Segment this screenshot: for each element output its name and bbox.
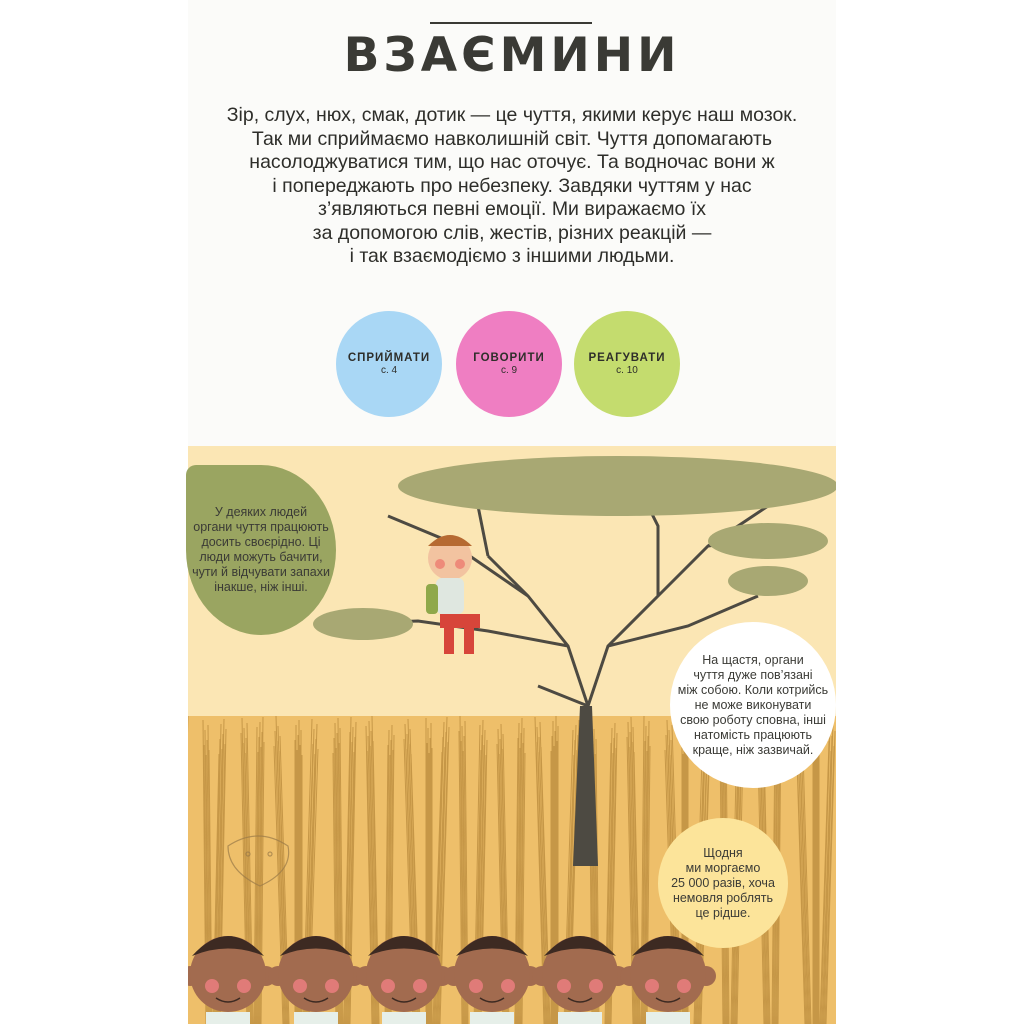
fact-line: чуття дуже пов’язані (693, 667, 813, 682)
fact-line: це рідше. (695, 905, 751, 920)
fact-text (192, 505, 330, 595)
fact-line: не може виконувати (694, 697, 812, 712)
fact-line: органи чуття працюють (193, 520, 329, 534)
nav-circle-speak[interactable] (456, 311, 562, 417)
fact-text (678, 653, 828, 758)
fact-bubble-blinking (658, 818, 788, 948)
fact-line: У деяких людей (214, 505, 308, 519)
intro-text (200, 104, 824, 269)
intro-line: і так взаємодіємо з іншими людьми. (349, 245, 675, 267)
fact-line: Щодня (703, 845, 743, 860)
fact-text (671, 846, 775, 921)
fact-line: краще, ніж зазвичай. (692, 742, 814, 757)
nav-label: СПРИЙМАТИ (347, 352, 431, 364)
nav-circle-perceive[interactable] (336, 311, 442, 417)
fact-line: На щастя, органи (702, 652, 804, 667)
nav-circle-react[interactable] (574, 311, 680, 417)
tree-canopy (708, 523, 828, 559)
fact-line: свою роботу сповна, інші (680, 712, 826, 727)
intro-line: з’являються певні емоції. Ми виражаємо їх (317, 198, 706, 220)
nav-page-ref: с. 9 (500, 365, 518, 376)
nav-label: РЕАГУВАТИ (588, 352, 666, 364)
title-rule (430, 22, 592, 24)
fact-bubble-senses-connected (670, 622, 836, 788)
nav-page-ref: с. 10 (616, 365, 638, 376)
fact-line: між собою. Коли котрийсь (677, 682, 829, 697)
tree-canopy (728, 566, 808, 596)
page-title: ВЗАЄМИНИ (343, 28, 681, 83)
intro-line: Так ми сприймаємо навколишній світ. Чуття допомагають (251, 127, 773, 150)
intro-line: насолоджуватися тим, що нас оточує. Та водночас вони ж (249, 151, 775, 173)
tree-canopy (398, 456, 836, 516)
tree-canopy (313, 608, 413, 640)
nav-page-ref: с. 4 (380, 365, 398, 376)
fact-line: ми моргаємо (685, 860, 761, 875)
fact-line: чути й відчувати запахи (192, 565, 330, 579)
nav-label: ГОВОРИТИ (473, 352, 545, 364)
fact-line: люди можуть бачити, (199, 550, 323, 564)
intro-line: за допомогою слів, жестів, різних реакцій — (312, 221, 712, 244)
fact-line: немовля роблять (672, 890, 774, 905)
fact-line: досить своєрідно. Ці (201, 535, 321, 549)
intro-line: Зір, слух, нюх, смак, дотик — це чуття, якими керує наш мозок. (226, 104, 798, 126)
fact-line: натомість працюють (693, 727, 812, 742)
intro-line: і попереджають про небезпеку. Завдяки чуттям у нас (272, 174, 752, 197)
fact-line: 25 000 разів, хоча (671, 875, 775, 890)
fact-bubble-senses-differ (186, 465, 336, 635)
fact-line: інакше, ніж інші. (214, 580, 308, 594)
boy-on-tree (426, 535, 480, 654)
